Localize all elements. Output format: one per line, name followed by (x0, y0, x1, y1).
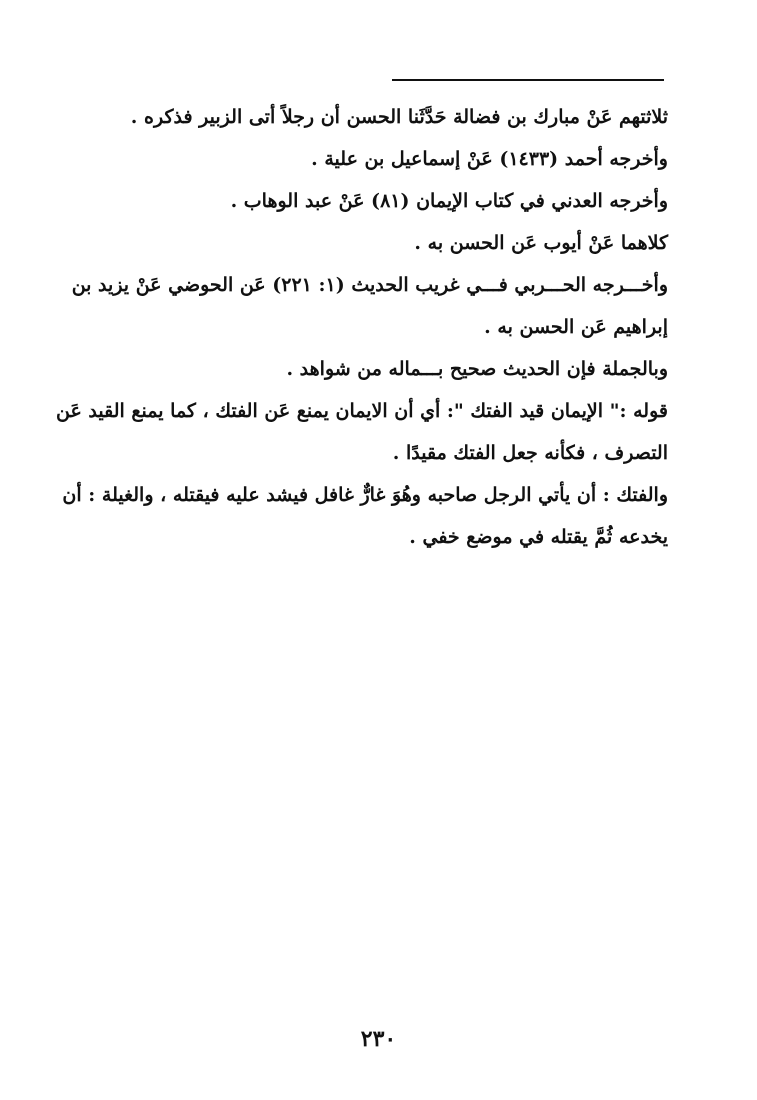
text-line-9: التصرف ، فكأنه جعل الفتك مقيدًا . (392, 442, 668, 464)
text-line-10: والفتك : أن يأتي الرجل صاحبه وهُوَ غارٌّ غافل فيشد عليه فيقتله ، والغيلة : أن (62, 484, 668, 506)
text-line-3: وأخرجه العدني في كتاب الإيمان (٨١) عَنْ عبد الوهاب . (230, 190, 668, 212)
text-line-8: قوله :" الإيمان قيد الفتك ": أي أن الايمان يمنع عَن الفتك ، كما يمنع القيد عَن (56, 400, 668, 422)
footnote-text-block (56, 96, 668, 558)
text-line-6: إبراهيم عَن الحسن به . (484, 316, 668, 338)
text-line-2: وأخرجه أحمد (١٤٣٣) عَنْ إسماعيل بن علية . (311, 148, 668, 170)
text-line-4: كلاهما عَنْ أيوب عَن الحسن به . (414, 232, 668, 254)
text-line-7: وبالجملة فإن الحديث صحيح بـــماله من شواهد . (286, 358, 668, 380)
text-line-1: ثلاثتهم عَنْ مبارك بن فضالة حَدَّثَنا الحسن أن رجلاً أتى الزبير فذكره . (130, 106, 668, 128)
footnote-separator-rule (392, 79, 664, 81)
page-number: ٢٣٠ (360, 1026, 397, 1052)
text-line-11: يخدعه ثُمَّ يقتله في موضع خفي . (409, 526, 668, 548)
text-line-5: وأخـــرجه الحـــربي فـــي غريب الحديث (١: ٢٢١) عَن الحوضي عَنْ يزيد بن (71, 274, 668, 296)
